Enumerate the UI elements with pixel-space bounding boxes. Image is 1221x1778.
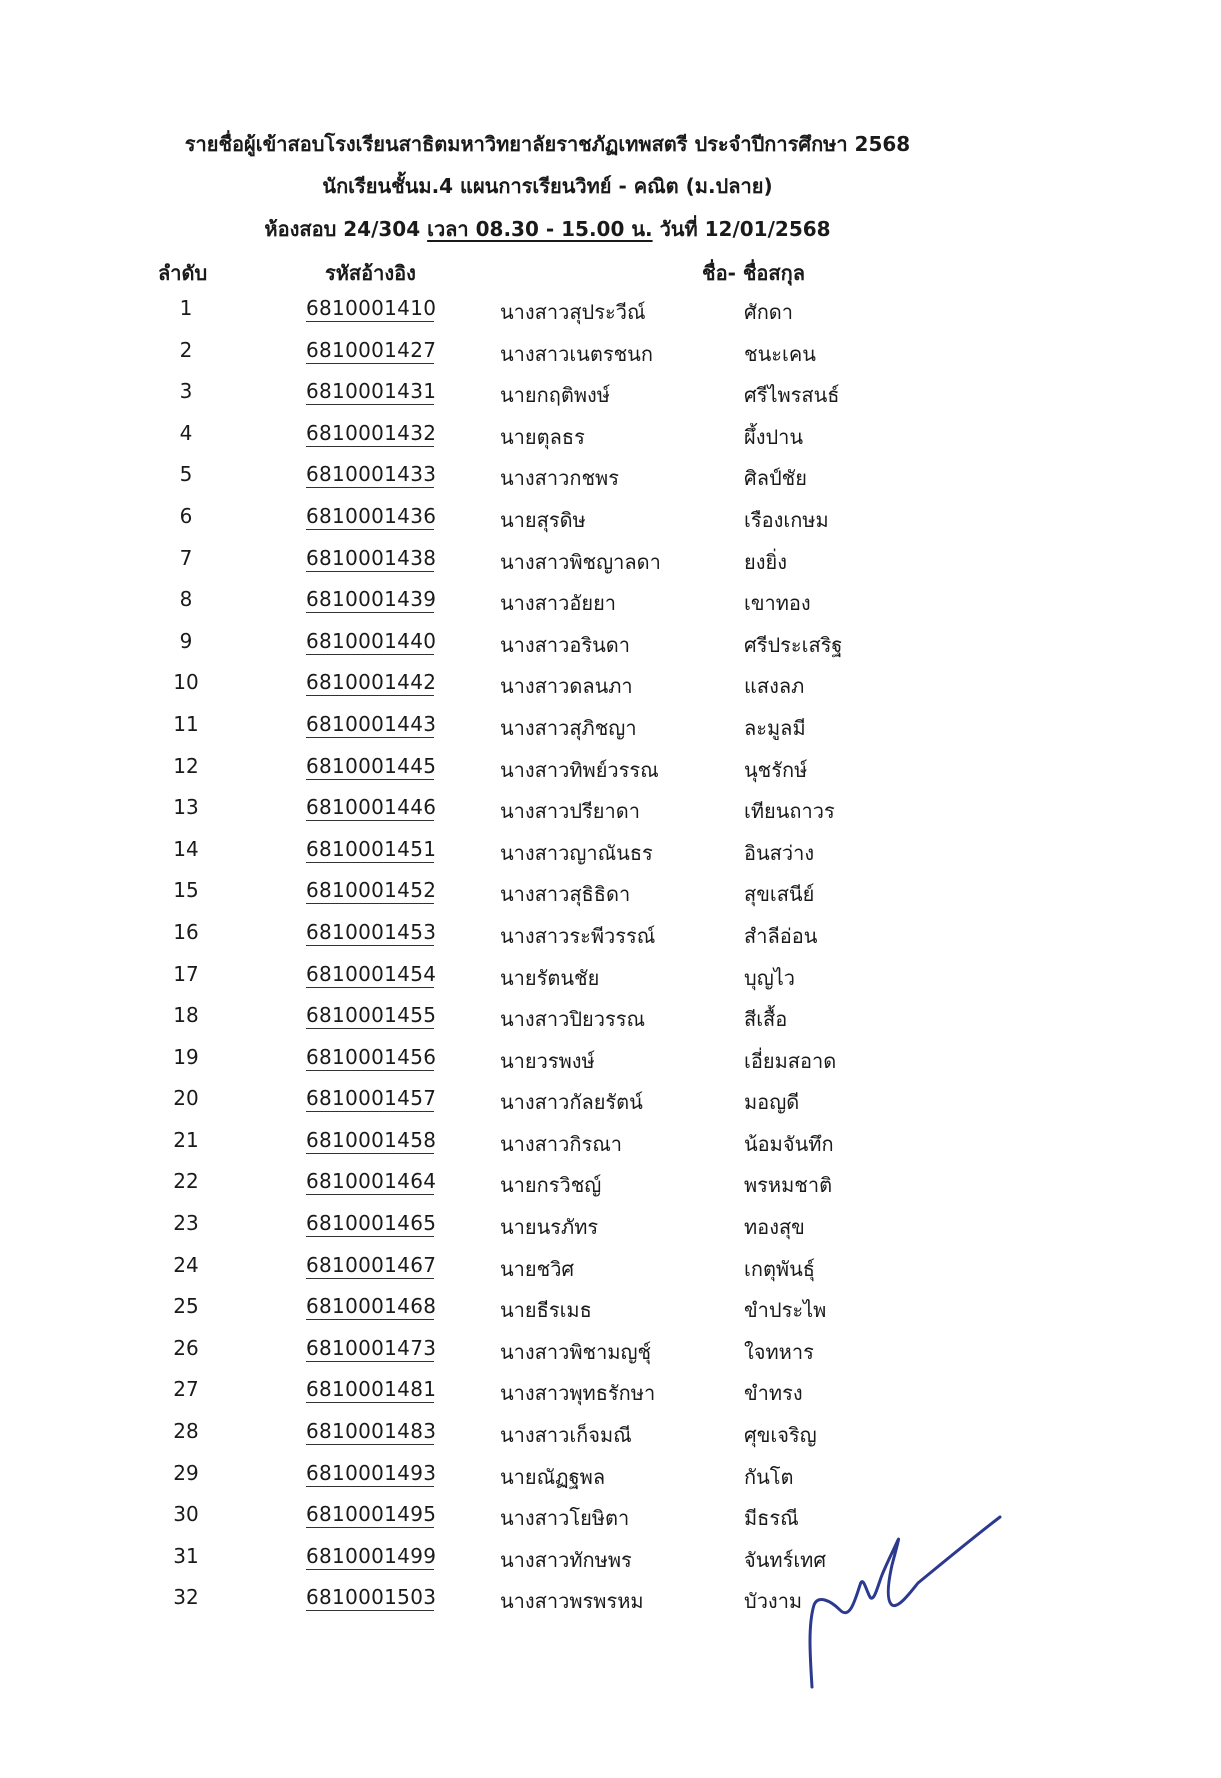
reference-code: 6810001427 xyxy=(306,337,437,362)
table-row xyxy=(0,375,1221,417)
student-first-name: นางสาวเก็จมณี xyxy=(500,1423,632,1448)
row-number: 8 xyxy=(179,587,193,612)
row-number: 10 xyxy=(173,670,199,695)
table-row xyxy=(0,1082,1221,1124)
row-number: 30 xyxy=(173,1502,199,1527)
reference-code: 6810001452 xyxy=(306,878,437,903)
row-number: 1 xyxy=(179,296,193,320)
student-first-name: นายธีรเมธ xyxy=(500,1298,592,1323)
table-row xyxy=(0,1165,1221,1207)
student-first-name: นางสาวสุธิธิดา xyxy=(500,882,631,907)
row-number: 21 xyxy=(173,1127,199,1152)
row-number: 4 xyxy=(179,420,193,445)
reference-code: 6810001503 xyxy=(306,1585,437,1610)
row-number: 15 xyxy=(173,878,199,903)
row-number: 29 xyxy=(173,1460,199,1485)
table-row xyxy=(0,1457,1221,1499)
student-last-name: นุชรักษ์ xyxy=(744,757,808,782)
student-first-name: นายณัฏฐพล xyxy=(500,1464,606,1489)
row-number: 27 xyxy=(173,1377,199,1402)
student-last-name: แสงลภ xyxy=(744,674,805,699)
table-row xyxy=(0,292,1221,334)
student-last-name: ศักดา xyxy=(744,300,794,324)
reference-code: 6810001464 xyxy=(306,1169,437,1194)
reference-code: 6810001440 xyxy=(306,628,437,653)
row-number: 13 xyxy=(173,795,199,820)
student-last-name: ขำทรง xyxy=(744,1381,803,1406)
table-row xyxy=(0,750,1221,792)
time-label: เวลา 08.30 - 15.00 น. xyxy=(427,217,653,241)
row-number: 6 xyxy=(179,503,193,528)
student-first-name: นางสาวอรินดา xyxy=(500,632,630,657)
reference-code: 6810001454 xyxy=(306,961,437,986)
reference-code: 6810001442 xyxy=(306,670,437,695)
student-first-name: นางสาวพิชามญชุ์ xyxy=(500,1339,652,1364)
student-first-name: นางสาวกิรณา xyxy=(500,1131,622,1156)
reference-code: 6810001439 xyxy=(306,587,437,612)
student-first-name: นายสุรดิษ xyxy=(500,507,586,532)
column-header-code: รหัสอ้างอิง xyxy=(325,261,416,285)
table-row xyxy=(0,625,1221,667)
student-last-name: เกตุพันธุ์ xyxy=(744,1256,815,1281)
student-first-name: นายกฤติพงษ์ xyxy=(500,383,610,408)
row-number: 5 xyxy=(179,462,193,487)
student-first-name: นายชวิศ xyxy=(500,1256,575,1281)
table-row xyxy=(0,666,1221,708)
table-row xyxy=(0,542,1221,584)
row-number: 20 xyxy=(173,1086,199,1111)
student-last-name: ศิลป์ชัย xyxy=(744,466,807,491)
row-number: 28 xyxy=(173,1419,199,1444)
row-number: 16 xyxy=(173,919,199,944)
student-last-name: เขาทอง xyxy=(744,591,811,616)
exam-info-line xyxy=(0,213,1095,245)
reference-code: 6810001468 xyxy=(306,1294,437,1319)
student-first-name: นางสาวดลนภา xyxy=(500,674,633,699)
student-last-name: ละมูลมี xyxy=(744,715,806,740)
reference-code: 6810001455 xyxy=(306,1003,437,1028)
table-row xyxy=(0,999,1221,1041)
reference-code: 6810001446 xyxy=(306,795,437,820)
reference-code: 6810001457 xyxy=(306,1086,437,1111)
reference-code: 6810001473 xyxy=(306,1335,437,1360)
row-number: 32 xyxy=(173,1585,199,1610)
student-last-name: บุญไว xyxy=(744,965,796,990)
reference-code: 6810001467 xyxy=(306,1252,437,1277)
student-first-name: นางสาวระพีวรรณ์ xyxy=(500,923,656,948)
table-row xyxy=(0,1207,1221,1249)
row-number: 22 xyxy=(173,1169,199,1194)
table-row xyxy=(0,417,1221,459)
row-number: 3 xyxy=(179,379,193,404)
reference-code: 6810001456 xyxy=(306,1044,437,1069)
table-row xyxy=(0,916,1221,958)
table-row xyxy=(0,583,1221,625)
student-last-name: สุขเสนีย์ xyxy=(744,882,815,907)
student-last-name: กันโต xyxy=(744,1464,794,1489)
student-last-name: อินสว่าง xyxy=(744,840,815,865)
student-last-name: ศุขเจริญ xyxy=(744,1423,817,1448)
student-first-name: นางสาวพิชญาลดา xyxy=(500,549,661,574)
row-number: 24 xyxy=(173,1252,199,1277)
table-row xyxy=(0,874,1221,916)
table-row xyxy=(0,791,1221,833)
signature-image xyxy=(800,1505,1010,1690)
table-row xyxy=(0,1540,1221,1582)
row-number: 14 xyxy=(173,836,199,861)
student-first-name: นางสาวกัลยรัตน์ xyxy=(500,1090,643,1115)
column-header-name: ชื่อ- ชื่อสกุล xyxy=(702,261,806,285)
table-row xyxy=(0,500,1221,542)
table-row xyxy=(0,1124,1221,1166)
reference-code: 6810001451 xyxy=(306,836,437,861)
student-last-name: ศรีไพรสนธ์ xyxy=(744,383,840,408)
student-last-name: ยงยิ่ง xyxy=(744,549,787,574)
row-number: 2 xyxy=(179,337,193,362)
student-first-name: นางสาวญาณันธร xyxy=(500,840,653,865)
reference-code: 6810001433 xyxy=(306,462,437,487)
column-header-order: ลำดับ xyxy=(158,261,208,285)
student-first-name: นางสาวสุภิชญา xyxy=(500,715,637,740)
reference-code: 6810001483 xyxy=(306,1419,437,1444)
reference-code: 6810001453 xyxy=(306,919,437,944)
student-last-name: มีธรณี xyxy=(744,1506,799,1531)
table-row xyxy=(0,833,1221,875)
student-last-name: สีเสื้อ xyxy=(744,1007,788,1032)
row-number: 23 xyxy=(173,1211,199,1236)
reference-code: 6810001438 xyxy=(306,545,437,570)
student-first-name: นางสาวสุประวีณ์ xyxy=(500,300,646,324)
table-row xyxy=(0,1498,1221,1540)
row-number: 19 xyxy=(173,1044,199,1069)
table-row xyxy=(0,458,1221,500)
student-last-name: เทียนถาวร xyxy=(744,799,835,824)
reference-code: 6810001436 xyxy=(306,503,437,528)
student-last-name: ใจทหาร xyxy=(744,1339,814,1364)
reference-code: 6810001465 xyxy=(306,1211,437,1236)
student-last-name: จันทร์เทศ xyxy=(744,1547,827,1572)
reference-code: 6810001443 xyxy=(306,711,437,736)
table-row xyxy=(0,958,1221,1000)
row-number: 12 xyxy=(173,753,199,778)
reference-code: 6810001495 xyxy=(306,1502,437,1527)
student-first-name: นางสาวโยษิตา xyxy=(500,1506,630,1531)
table-row xyxy=(0,1373,1221,1415)
student-first-name: นายกรวิชญ์ xyxy=(500,1173,602,1198)
date-label: วันที่ 12/01/2568 xyxy=(659,217,831,241)
table-row xyxy=(0,334,1221,376)
student-last-name: ทองสุข xyxy=(744,1215,805,1240)
student-last-name: ชนะเคน xyxy=(744,341,816,366)
row-number: 26 xyxy=(173,1335,199,1360)
student-first-name: นางสาวเนตรชนก xyxy=(500,341,653,366)
student-last-name: มอญดี xyxy=(744,1090,800,1115)
table-row xyxy=(0,708,1221,750)
student-first-name: นางสาวกชพร xyxy=(500,466,619,491)
student-first-name: นายรัตนชัย xyxy=(500,965,600,990)
student-last-name: ขำประไพ xyxy=(744,1298,827,1323)
document-title: รายชื่อผู้เข้าสอบโรงเรียนสาธิตมหาวิทยาลัยราชภัฏเทพสตรี ประจำปีการศึกษา 2568 xyxy=(184,132,911,156)
student-first-name: นายนรภัทร xyxy=(500,1215,599,1240)
row-number: 7 xyxy=(179,545,193,570)
reference-code: 6810001481 xyxy=(306,1377,437,1402)
table-row xyxy=(0,1332,1221,1374)
table-row xyxy=(0,1249,1221,1291)
table-row xyxy=(0,1041,1221,1083)
row-number: 9 xyxy=(179,628,193,653)
room-label: ห้องสอบ 24/304 xyxy=(264,217,421,241)
reference-code: 6810001410 xyxy=(306,296,437,320)
document-subtitle: นักเรียนชั้นม.4 แผนการเรียนวิทย์ - คณิต (ม.ปลาย) xyxy=(322,174,773,198)
student-first-name: นางสาวทิพย์วรรณ xyxy=(500,757,659,782)
reference-code: 6810001431 xyxy=(306,379,437,404)
table-row xyxy=(0,1290,1221,1332)
row-number: 17 xyxy=(173,961,199,986)
table-row xyxy=(0,1581,1221,1623)
student-list xyxy=(0,292,1221,1623)
reference-code: 6810001445 xyxy=(306,753,437,778)
student-last-name: เรืองเกษม xyxy=(744,507,829,532)
row-number: 18 xyxy=(173,1003,199,1028)
student-first-name: นางสาวทักษพร xyxy=(500,1547,632,1572)
student-first-name: นางสาวพุทธรักษา xyxy=(500,1381,656,1406)
student-first-name: นายวรพงษ์ xyxy=(500,1048,595,1073)
reference-code: 6810001499 xyxy=(306,1543,437,1568)
student-first-name: นางสาวอัยยา xyxy=(500,591,617,616)
student-last-name: ศรีประเสริฐ xyxy=(744,632,843,657)
student-first-name: นายตุลธร xyxy=(500,424,585,449)
student-last-name: เอี่ยมสอาด xyxy=(744,1048,837,1073)
reference-code: 6810001493 xyxy=(306,1460,437,1485)
student-first-name: นางสาวพรพรหม xyxy=(500,1589,644,1614)
row-number: 31 xyxy=(173,1543,199,1568)
reference-code: 6810001458 xyxy=(306,1127,437,1152)
student-last-name: ผึ้งปาน xyxy=(744,424,804,449)
row-number: 11 xyxy=(173,711,199,736)
student-first-name: นางสาวปิยวรรณ xyxy=(500,1007,646,1032)
reference-code: 6810001432 xyxy=(306,420,437,445)
table-row xyxy=(0,1415,1221,1457)
student-last-name: สำลีอ่อน xyxy=(744,923,818,948)
student-last-name: พรหมชาติ xyxy=(744,1173,833,1198)
row-number: 25 xyxy=(173,1294,199,1319)
student-first-name: นางสาวปรียาดา xyxy=(500,799,640,824)
student-last-name: น้อมจันทึก xyxy=(744,1131,834,1156)
student-last-name: บัวงาม xyxy=(744,1589,803,1614)
